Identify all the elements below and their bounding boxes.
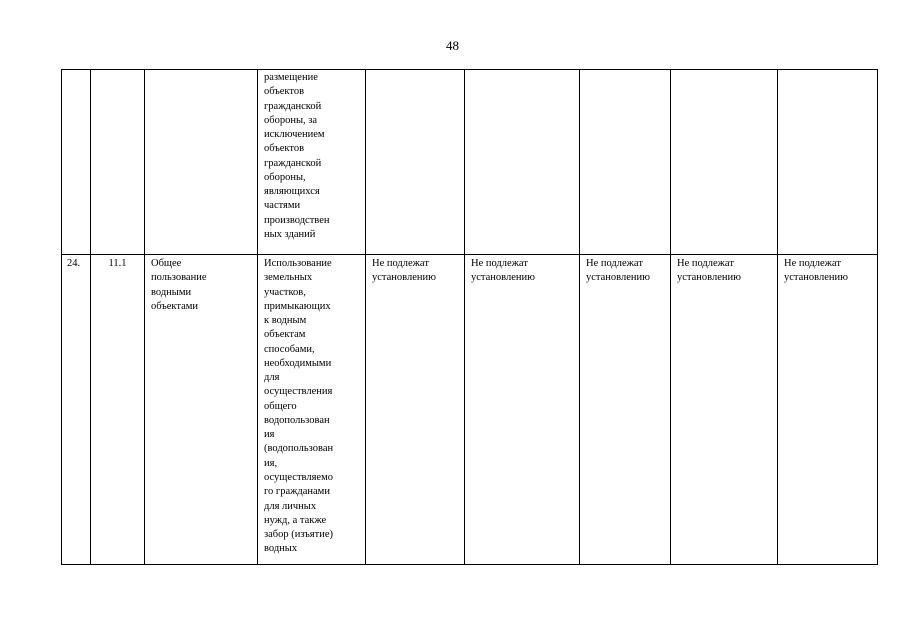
parameter-cell-3 <box>580 70 671 255</box>
use-code-cell <box>91 70 145 255</box>
table-row <box>62 70 878 255</box>
parameter-cell-3: Не подлежат установлению <box>580 255 671 565</box>
parameter-cell-1 <box>366 70 465 255</box>
parameter-cell-1: Не подлежат установлению <box>366 255 465 565</box>
use-code-cell: 11.1 <box>91 255 145 565</box>
row-number-cell <box>62 70 91 255</box>
table-row <box>62 255 878 565</box>
parameter-cell-5: Не подлежат установлению <box>778 255 878 565</box>
parameter-cell-2: Не подлежат установлению <box>465 255 580 565</box>
use-description-cell: Использование земельных участков, примыкающих к водным объектам способами, необходимыми для осуществления общего водопользован ия (водопользован ия, осуществляемо го гражданами для личных нужд, а также забор (изъятие) водных <box>258 255 366 565</box>
use-name-cell: Общее пользование водными объектами <box>145 255 258 565</box>
use-name-cell <box>145 70 258 255</box>
row-number-cell: 24. <box>62 255 91 565</box>
regulations-table <box>61 69 878 565</box>
page-number: 48 <box>446 38 459 53</box>
parameter-cell-4: Не подлежат установлению <box>671 255 778 565</box>
parameter-cell-5 <box>778 70 878 255</box>
use-description-cell: размещение объектов гражданской обороны, за исключением объектов гражданской обороны, являющихся частями производствен ных зданий <box>258 70 366 255</box>
parameter-cell-4 <box>671 70 778 255</box>
parameter-cell-2 <box>465 70 580 255</box>
